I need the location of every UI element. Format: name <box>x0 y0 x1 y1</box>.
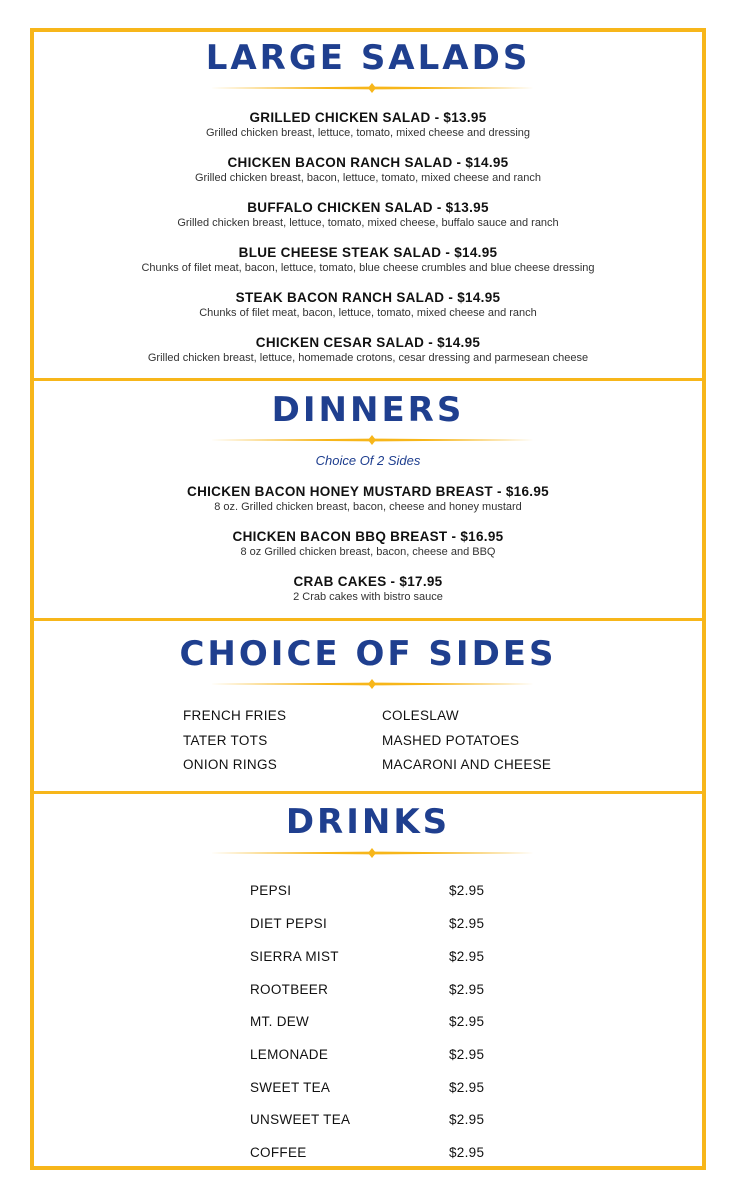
drink-name: SIERRA MIST <box>250 949 339 964</box>
side-item: TATER TOTS <box>183 733 268 748</box>
dinner-item-name: CHICKEN BACON BBQ BREAST - $16.95 <box>232 529 504 544</box>
drink-name: PEPSI <box>250 883 292 898</box>
drink-name: UNSWEET TEA <box>250 1112 351 1127</box>
drinks-title: DRINKS <box>285 802 451 842</box>
dinner-item-name: CHICKEN BACON HONEY MUSTARD BREAST - $16.95 <box>187 484 549 499</box>
dinner-item-desc: 8 oz. Grilled chicken breast, bacon, cheese and honey mustard <box>214 501 522 513</box>
drink-name: DIET PEPSI <box>250 916 328 931</box>
sides-title-ornament <box>210 678 534 690</box>
side-item: ONION RINGS <box>183 757 278 772</box>
dinner-item <box>34 529 702 559</box>
salad-item-desc: Chunks of filet meat, bacon, lettuce, tomato, blue cheese crumbles and blue cheese dressing <box>141 262 595 274</box>
salad-item-name: BUFFALO CHICKEN SALAD - $13.95 <box>247 200 489 215</box>
dinner-item <box>34 574 702 604</box>
salad-item-name: GRILLED CHICKEN SALAD - $13.95 <box>249 110 487 125</box>
salad-item-name: CHICKEN BACON RANCH SALAD - $14.95 <box>227 155 509 170</box>
salad-item-desc: Grilled chicken breast, lettuce, homemade crotons, cesar dressing and parmesean cheese <box>147 352 589 364</box>
drink-price: $2.95 <box>449 1080 485 1095</box>
salad-item <box>34 200 702 230</box>
drink-name: SWEET TEA <box>250 1080 331 1095</box>
dinner-item-name: CRAB CAKES - $17.95 <box>293 574 443 589</box>
dinners-title-ornament <box>210 434 534 446</box>
section-divider <box>34 791 702 794</box>
drink-name: ROOTBEER <box>250 982 329 997</box>
salads-title: LARGE SALADS <box>205 38 531 78</box>
salad-item <box>34 290 702 320</box>
drink-price: $2.95 <box>449 883 485 898</box>
menu-frame <box>30 28 706 1170</box>
salad-item-name: BLUE CHEESE STEAK SALAD - $14.95 <box>238 245 498 260</box>
side-item: COLESLAW <box>382 708 459 723</box>
salad-item <box>34 335 702 365</box>
sides-title: CHOICE OF SIDES <box>179 634 557 674</box>
section-divider <box>34 618 702 621</box>
salad-item-name: STEAK BACON RANCH SALAD - $14.95 <box>235 290 501 305</box>
dinner-item-desc: 2 Crab cakes with bistro sauce <box>293 591 443 603</box>
salad-item <box>34 110 702 140</box>
drink-price: $2.95 <box>449 1112 485 1127</box>
drink-name: COFFEE <box>250 1145 307 1160</box>
drink-price: $2.95 <box>449 1047 485 1062</box>
salad-item-desc: Grilled chicken breast, bacon, lettuce, tomato, mixed cheese and ranch <box>194 172 542 184</box>
drinks-title-ornament <box>210 847 534 859</box>
salad-item-desc: Grilled chicken breast, lettuce, tomato, mixed cheese and dressing <box>205 127 531 139</box>
salad-item-desc: Chunks of filet meat, bacon, lettuce, tomato, mixed cheese and ranch <box>199 307 537 319</box>
salad-item-desc: Grilled chicken breast, lettuce, tomato, mixed cheese, buffalo sauce and ranch <box>177 217 559 229</box>
drink-price: $2.95 <box>449 1014 485 1029</box>
salad-item <box>34 155 702 185</box>
salad-item <box>34 245 702 275</box>
salad-item-name: CHICKEN CESAR SALAD - $14.95 <box>255 335 481 350</box>
dinner-item-desc: 8 oz Grilled chicken breast, bacon, cheese and BBQ <box>240 546 496 558</box>
dinners-title: DINNERS <box>271 390 465 430</box>
side-item: MASHED POTATOES <box>382 733 520 748</box>
drink-price: $2.95 <box>449 1145 485 1160</box>
drink-price: $2.95 <box>449 949 485 964</box>
dinner-item <box>34 484 702 514</box>
drink-name: LEMONADE <box>250 1047 329 1062</box>
side-item: MACARONI AND CHEESE <box>382 757 552 772</box>
salads-title-ornament <box>210 82 534 94</box>
section-divider <box>34 378 702 381</box>
drink-price: $2.95 <box>449 982 485 997</box>
drink-price: $2.95 <box>449 916 485 931</box>
drink-name: MT. DEW <box>250 1014 310 1029</box>
side-item: FRENCH FRIES <box>183 708 287 723</box>
dinners-subtitle: Choice Of 2 Sides <box>315 453 421 468</box>
